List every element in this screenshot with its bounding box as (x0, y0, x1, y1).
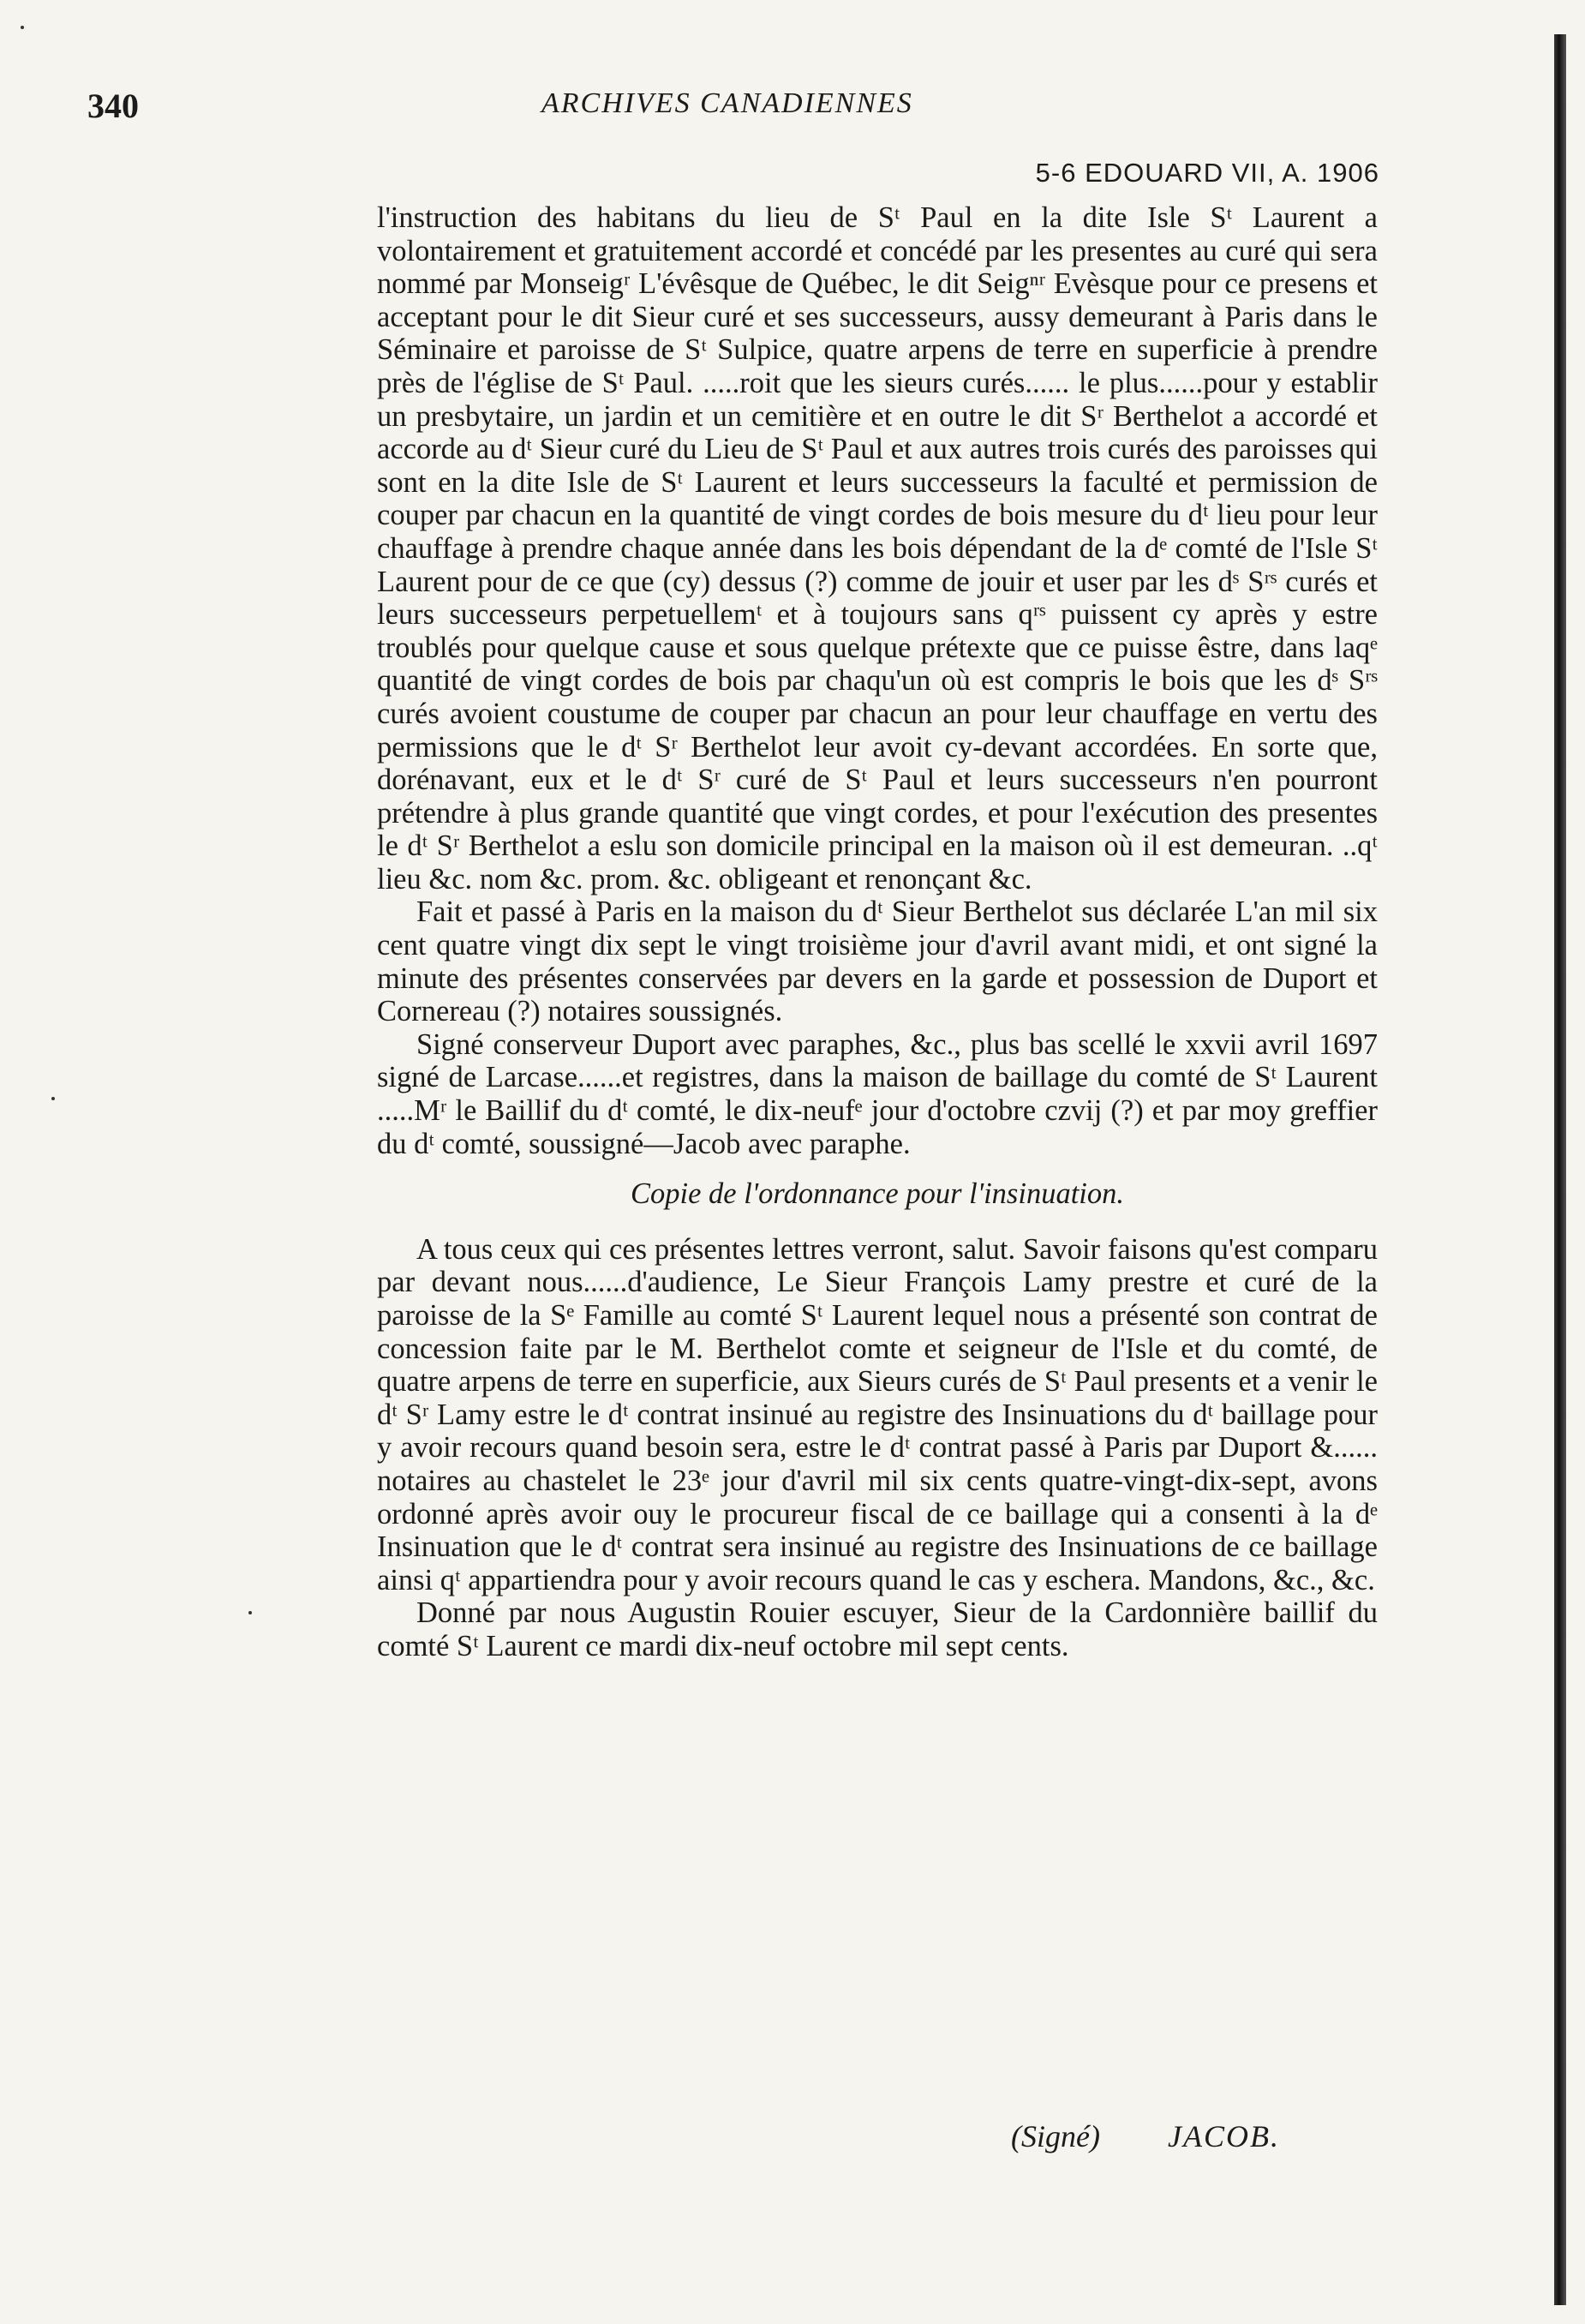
paragraph-fait-et-passe: Fait et passé à Paris en la maison du dᵗ Sieur Berthelot sus déclarée L'an mil six cent quatre vingt dix sept le vingt troisième jour d'avril avant midi, et ont signé la minute des présentes conservées par devers en la garde et possession de Duport et Cornereau (?) notaires soussignés. (377, 895, 1378, 1028)
scan-speck (21, 26, 24, 29)
session-label: 5-6 EDOUARD VII, A. 1906 (1035, 158, 1379, 188)
signature-block (1011, 2118, 1280, 2154)
paragraph-ordonnance: A tous ceux qui ces présentes lettres verront, salut. Savoir faisons qu'est comparu par devant nous......d'audience, Le Sieur François Lamy prestre et curé de la paroisse de la Sᵉ Famille au comté Sᵗ Laurent lequel nous a présenté son contrat de concession faite par le M. Berthelot comte et seigneur de l'Isle et du comté, de quatre arpens de terre en superficie, aux Sieurs curés de Sᵗ Paul presents et a venir le dᵗ Sʳ Lamy estre le dᵗ contrat insinué au registre des Insinuations du dᵗ baillage pour y avoir recours quand besoin sera, estre le dᵗ contrat passé à Paris par Duport &...... notaires au chastelet le 23ᵉ jour d'avril mil six cents quatre-vingt-dix-sept, avons ordonné après avoir ouy le procureur fiscal de ce baillage qui a consenti à la dᵉ Insinuation que le dᵗ contrat sera insinué au registre des Insinuations de ce baillage ainsi qᵗ appartiendra pour y avoir recours quand le cas y eschera. Mandons, &c., &c. (377, 1232, 1378, 1596)
section-heading: Copie de l'ordonnance pour l'insinuation. (631, 1177, 1124, 1211)
running-title: ARCHIVES CANADIENNES (541, 87, 913, 119)
scan-speck (248, 1611, 252, 1614)
paragraph-signe: Signé conserveur Duport avec paraphes, &c., plus bas scellé le xxvii avril 1697 signé de Larcase......et registres, dans la maison de baillage du comté de Sᵗ Laurent .....Mʳ le Baillif du dᵗ comté, le dix-neufᵉ jour d'octobre czvij (?) et par moy greffier du dᵗ comté, soussigné—Jacob avec paraphe. (377, 1027, 1378, 1160)
page-number: 340 (87, 87, 139, 125)
paragraph-donne: Donné par nous Augustin Rouier escuyer, Sieur de la Cardonnière baillif du comté Sᵗ Laurent ce mardi dix-neuf octobre mil sept cents. (377, 1596, 1378, 1662)
scan-edge (1554, 34, 1566, 2305)
paragraph-concession: l'instruction des habitans du lieu de Sᵗ Paul en la dite Isle Sᵗ Laurent a volontairement et gratuitement accordé et concédé par les presentes au curé qui sera nommé par Monseigʳ L'évêsque de Québec, le dit Seigⁿʳ Evèsque pour ce presens et acceptant pour le dit Sieur curé et ses successeurs, aussy demeurant à Paris dans le Séminaire et paroisse de Sᵗ Sulpice, quatre arpens de terre en superficie à prendre près de l'église de Sᵗ Paul. .....roit que les sieurs curés...... le plus......pour y establir un presbytaire, un jardin et un cemitière et en outre le dit Sʳ Berthelot a accordé et accorde au dᵗ Sieur curé du Lieu de Sᵗ Paul et aux autres trois curés des paroisses qui sont en la dite Isle de Sᵗ Laurent et leurs successeurs la faculté et permission de couper par chacun en la quantité de vingt cordes de bois mesure du dᵗ lieu pour leur chauffage à prendre chaque année dans les bois dépendant de la dᵉ comté de l'Isle Sᵗ Laurent pour de ce que (cy) dessus (?) comme de jouir et user par les dˢ Sʳˢ curés et leurs successeurs perpetuellemᵗ et à toujours sans qʳˢ puissent cy après y estre troublés pour quelque cause et sous quelque prétexte que ce puisse êstre, dans laqᵉ quantité de vingt cordes de bois par chaqu'un où est compris le bois que les dˢ Sʳˢ curés avoient coustume de couper par chacun an pour leur chauffage en vertu des permissions que le dᵗ Sʳ Berthelot leur avoit cy-devant accordées. En sorte que, dorénavant, eux et le dᵗ Sʳ curé de Sᵗ Paul et leurs successeurs n'en pourront prétendre à plus grande quantité que vingt cordes, et pour l'exécution des presentes le dᵗ Sʳ Berthelot a eslu son domicile principal en la maison où il est demeuran. ..qᵗ lieu &c. nom &c. prom. &c. obligeant et renonçant &c. (377, 201, 1378, 895)
signature-signe: (Signé) (1011, 2119, 1100, 2153)
scan-speck (51, 1097, 55, 1100)
document-body (377, 201, 1378, 1663)
signature-name: JACOB. (1167, 2119, 1280, 2153)
